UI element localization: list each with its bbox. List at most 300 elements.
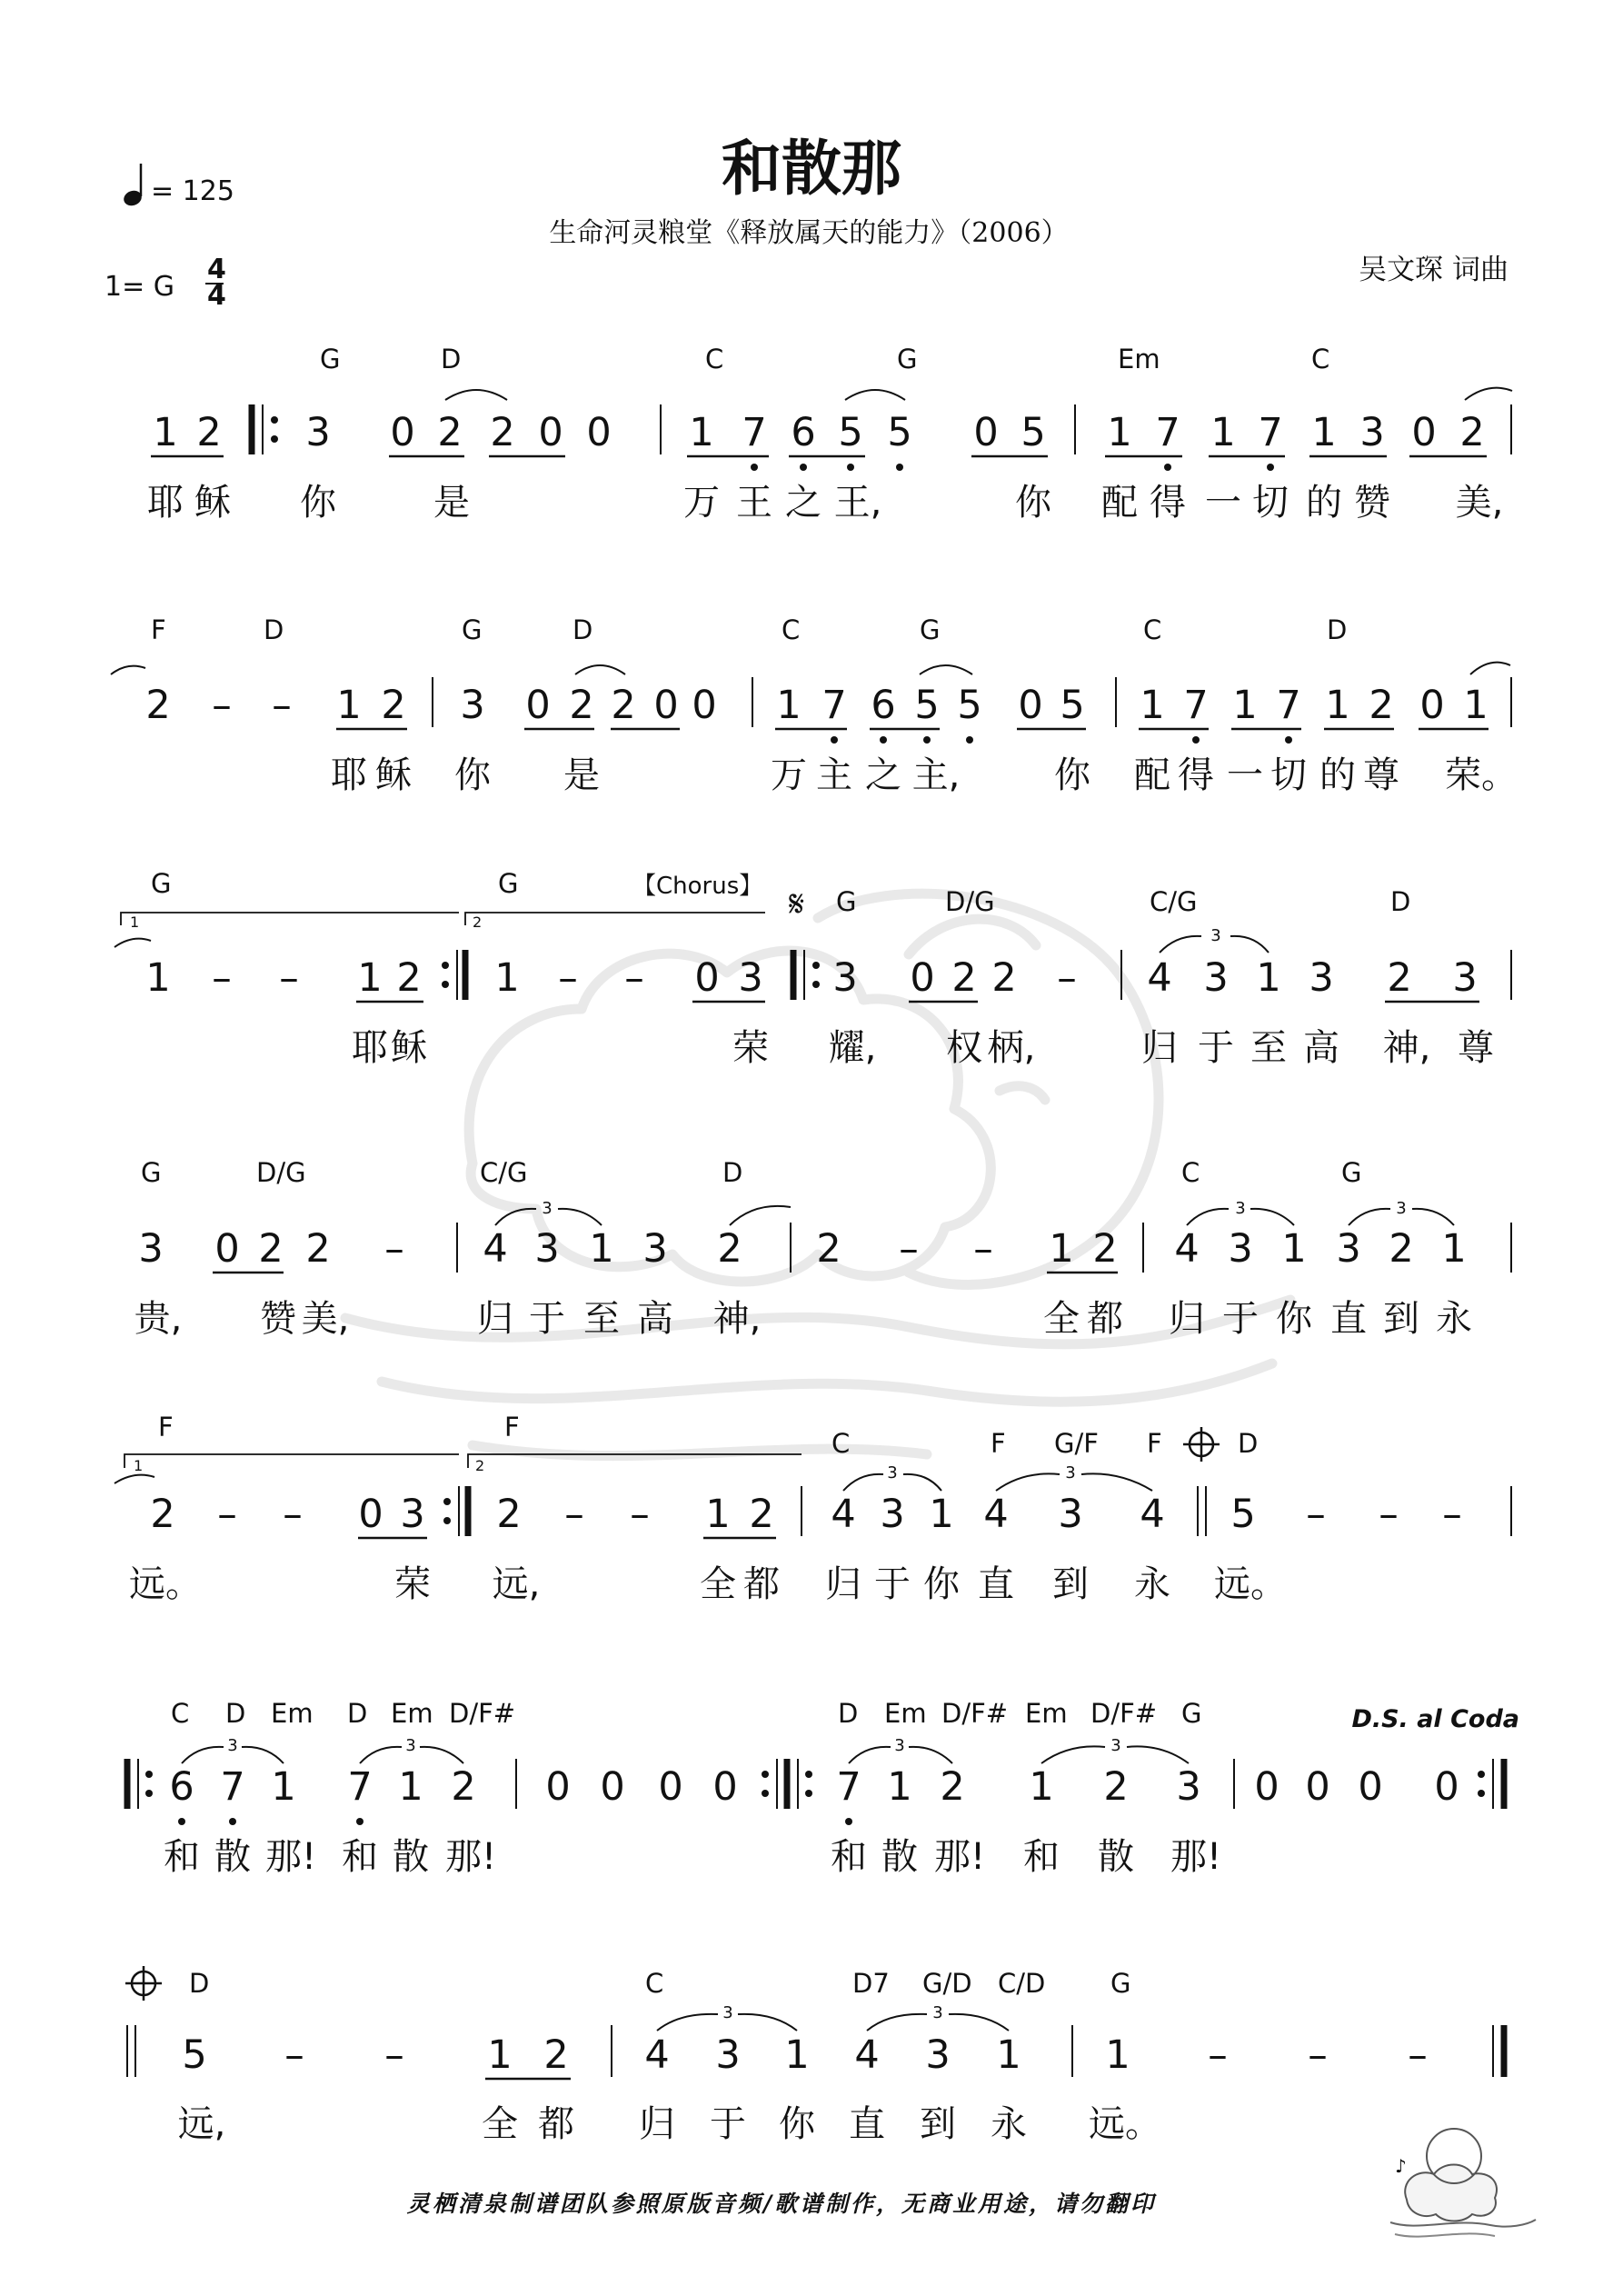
lyric-word: 配 [1101, 482, 1138, 524]
notes [145, 683, 1488, 728]
lyric-word: 你 [454, 754, 491, 796]
lyric-word: 权 [946, 1027, 982, 1069]
lyric-word: 耀, [828, 1027, 877, 1069]
chord-symbol: Em [1025, 1698, 1068, 1729]
note: 0 [525, 683, 551, 728]
note: 2 [940, 1764, 965, 1810]
lyric-word: 远, [177, 2103, 226, 2145]
lyric-word: 你 [779, 2103, 815, 2145]
chord-symbol: G [897, 344, 918, 374]
chord-symbol: G [151, 868, 172, 899]
lyric-word: 神, [712, 1298, 762, 1340]
chord-symbol: D/G [256, 1157, 306, 1188]
note: 5 [957, 683, 982, 728]
chord-symbol: C [1311, 344, 1330, 374]
note: 1 [689, 410, 714, 455]
lyric-word: 得 [1150, 482, 1186, 524]
note: 0 [1305, 1764, 1330, 1810]
score-row-6 [127, 1698, 1519, 1878]
note: 3 [715, 2032, 741, 2078]
note: – [1208, 2032, 1228, 2078]
ds-al-coda: D.S. al Coda [1351, 1705, 1519, 1733]
note: 5 [182, 2032, 207, 2078]
note: 4 [831, 1492, 856, 1537]
note: 2 [451, 1764, 476, 1810]
volta-number: 1 [130, 913, 140, 931]
note: 1 [1463, 683, 1489, 728]
notes [153, 410, 1484, 455]
chord-symbol: C [171, 1698, 190, 1729]
note: 6 [871, 683, 896, 728]
lyric-word: 那! [264, 1836, 317, 1878]
octave-dots [831, 736, 1292, 744]
volta-number: 2 [475, 1457, 485, 1474]
chord-symbol: C [1143, 614, 1162, 645]
volta-brackets [121, 913, 765, 925]
song-subtitle: 生命河灵粮堂《释放属天的能力》（2006） [549, 217, 1069, 249]
note: 3 [1058, 1492, 1083, 1537]
volta-number: 1 [134, 1457, 144, 1474]
note: 2 [145, 683, 171, 728]
lyric-word: 到 [1052, 1563, 1089, 1605]
lyric-word: 稣 [375, 754, 412, 796]
triplet-marker: 3 [542, 1199, 553, 1218]
note: 2 [816, 1226, 841, 1272]
note: – [899, 1226, 919, 1272]
lyric-word: 一 [1227, 754, 1263, 796]
note: – [384, 2032, 404, 2078]
lyric-word: 归 [1169, 1298, 1205, 1340]
lyric-word: 主, [911, 754, 961, 796]
slur-ties [111, 663, 1510, 674]
note: 4 [983, 1492, 1009, 1537]
lyric-word: 和 [164, 1836, 200, 1878]
score-row-5 [115, 1412, 1511, 1605]
note: – [212, 683, 232, 728]
note: 1 [929, 1492, 954, 1537]
note: 7 [1276, 683, 1301, 728]
note: 0 [658, 1764, 683, 1810]
author-credit: 吴文琛 词曲 [1359, 254, 1508, 286]
footer-note: 灵栖清泉制谱团队参照原版音频/歌谱制作，无商业用途，请勿翻印 [406, 2191, 1157, 2217]
note: – [973, 1226, 993, 1272]
note: 0 [910, 955, 935, 1001]
chord-symbol: C/G [480, 1157, 528, 1188]
lyric-word: 和 [1023, 1836, 1060, 1878]
lyric-word: 远。 [129, 1563, 202, 1605]
lyric-word: 散 [881, 1836, 918, 1878]
lyric-word: 高 [1303, 1027, 1339, 1069]
chord-symbol: F [991, 1428, 1006, 1459]
lyric-word: 的 [1319, 754, 1356, 796]
note: 1 [1311, 410, 1337, 455]
note: 2 [991, 955, 1017, 1001]
chord-symbol: G [462, 614, 483, 645]
triplet-marker: 3 [1110, 1736, 1121, 1755]
note: 2 [1369, 683, 1394, 728]
triplet-marker: 3 [932, 2003, 943, 2022]
note: 2 [543, 2032, 569, 2078]
lyric-word: 全 [1043, 1298, 1080, 1340]
note: 4 [644, 2032, 670, 2078]
lyric-word: 耶 [147, 482, 184, 524]
key-signature: 1= G [105, 271, 175, 303]
lyric-word: 远, [492, 1563, 541, 1605]
lyric-word: 是 [563, 754, 600, 796]
note: 0 [1018, 683, 1043, 728]
chord-symbols [171, 1698, 1201, 1729]
chord-symbol: D [225, 1698, 246, 1729]
note: 3 [1228, 1226, 1253, 1272]
note: 0 [586, 410, 612, 455]
triplet-marker: 3 [227, 1736, 238, 1755]
note: 2 [490, 410, 515, 455]
lyric-word: 散 [214, 1836, 251, 1878]
chord-symbol: G [1181, 1698, 1202, 1729]
chord-symbol: C [782, 614, 801, 645]
lyric-word: 柄, [987, 1027, 1036, 1069]
note: 1 [336, 683, 362, 728]
note: 1 [1210, 410, 1236, 455]
lyric-word: 一 [1205, 482, 1241, 524]
chorus-label: 【Chorus】 [632, 873, 763, 900]
score-row-1 [147, 344, 1512, 524]
note: 7 [1183, 683, 1209, 728]
chord-symbol: G/F [1054, 1428, 1099, 1459]
coda-icon [125, 1966, 162, 2001]
note: 1 [1029, 1764, 1054, 1810]
lyric-word: 之 [865, 754, 901, 796]
lyric-word: 归 [639, 2103, 675, 2145]
lyric-word: 那! [933, 1836, 986, 1878]
lyric-word: 直 [849, 2103, 885, 2145]
note: 1 [357, 955, 383, 1001]
note: 6 [169, 1764, 194, 1810]
score-row-2 [111, 614, 1518, 796]
lyric-word: 至 [583, 1298, 620, 1340]
chord-symbol: D [1327, 614, 1348, 645]
note: 0 [600, 1764, 625, 1810]
chord-symbol: D [838, 1698, 859, 1729]
note: 1 [705, 1492, 731, 1537]
note: 1 [887, 1764, 912, 1810]
triplet-marker: 3 [894, 1736, 905, 1755]
chord-symbol: D [1390, 886, 1411, 917]
note: 7 [821, 683, 847, 728]
lyric-word: 得 [1178, 754, 1214, 796]
lyric-word: 都 [538, 2103, 574, 2145]
chord-symbol: C [1181, 1157, 1200, 1188]
note: 2 [396, 955, 422, 1001]
lyric-word: 于 [1198, 1027, 1234, 1069]
note: 3 [138, 1226, 164, 1272]
note: 0 [1419, 683, 1445, 728]
chord-symbol: F [151, 614, 166, 645]
chord-symbol: G [920, 614, 941, 645]
note: 7 [1155, 410, 1180, 455]
notes [169, 1764, 1459, 1810]
chord-symbol: G [1341, 1157, 1362, 1188]
note: 2 [1459, 410, 1485, 455]
lyric-word: 美, [1455, 482, 1504, 524]
lyric-word: 直 [1330, 1298, 1367, 1340]
lyric-word: 配 [1134, 754, 1170, 796]
slur-ties [657, 2014, 1009, 2031]
note: 0 [1434, 1764, 1459, 1810]
chord-symbol: D [441, 344, 462, 374]
lyrics [331, 754, 1518, 796]
chord-symbol: G [320, 344, 341, 374]
lyric-word: 你 [1015, 482, 1051, 524]
tempo-marking: = 125 [151, 175, 234, 207]
note: – [1408, 2032, 1428, 2078]
lyric-word: 于 [710, 2103, 746, 2145]
note: 1 [1256, 955, 1281, 1001]
note: 3 [1309, 955, 1334, 1001]
note: 5 [1021, 410, 1046, 455]
chord-symbol: D7 [852, 1968, 890, 1999]
lyric-word: 那! [444, 1836, 497, 1878]
note: 3 [925, 2032, 951, 2078]
chord-symbol: C [705, 344, 724, 374]
note: 7 [347, 1764, 373, 1810]
lyric-word: 到 [920, 2103, 956, 2145]
note: 3 [738, 955, 763, 1001]
note: 4 [1147, 955, 1172, 1001]
note: 3 [880, 1492, 905, 1537]
note: – [624, 955, 644, 1001]
chord-symbol: D/F# [941, 1698, 1009, 1729]
note: 2 [496, 1492, 522, 1537]
note: 3 [400, 1492, 425, 1537]
note: 7 [220, 1764, 245, 1810]
lyrics [129, 1563, 1287, 1605]
note: 2 [1092, 1226, 1118, 1272]
octave-dots [178, 1818, 852, 1825]
lyric-word: 你 [1276, 1298, 1312, 1340]
note: 2 [150, 1492, 175, 1537]
lyric-word: 高 [637, 1298, 673, 1340]
chord-symbol: F [504, 1412, 520, 1442]
triplet-marker: 3 [1210, 926, 1221, 945]
note: 4 [483, 1226, 508, 1272]
chord-symbols [151, 868, 1410, 917]
chord-symbol: G [836, 886, 857, 917]
lyric-word: 永 [1134, 1563, 1170, 1605]
chord-symbol: G [498, 868, 519, 899]
note: – [558, 955, 578, 1001]
chord-symbol: C [645, 1968, 664, 1999]
note: 7 [836, 1764, 861, 1810]
note: 2 [258, 1226, 284, 1272]
lyric-word: 稣 [194, 482, 231, 524]
lyric-word: 你 [1054, 754, 1090, 796]
note: 1 [487, 2032, 513, 2078]
note: 0 [1254, 1764, 1279, 1810]
note: – [630, 1492, 650, 1537]
note: 3 [1359, 410, 1385, 455]
note: 4 [1174, 1226, 1200, 1272]
time-sig-bottom: 4 [207, 280, 226, 312]
lyric-word: 神, [1382, 1027, 1431, 1069]
note: 1 [271, 1764, 296, 1810]
note: 4 [1140, 1492, 1165, 1537]
chord-symbol: G [1110, 1968, 1131, 1999]
lyric-word: 和 [342, 1836, 378, 1878]
lyric-word: 切 [1270, 754, 1307, 796]
note: 0 [1411, 410, 1437, 455]
music-note-icon: ♪ [1395, 2155, 1407, 2177]
note: 5 [838, 410, 863, 455]
note: 1 [153, 410, 178, 455]
note: 0 [538, 410, 563, 455]
chord-symbols [189, 1968, 1130, 1999]
lyric-word: 美, [301, 1298, 350, 1340]
triplet-marker: 3 [1235, 1199, 1246, 1218]
note: – [1308, 2032, 1328, 2078]
note: 1 [784, 2032, 810, 2078]
note: 1 [1325, 683, 1350, 728]
lyric-word: 都 [743, 1563, 780, 1605]
chord-symbols [320, 344, 1329, 374]
lyric-word: 的 [1306, 482, 1342, 524]
note: – [1057, 955, 1077, 1001]
lyric-word: 王 [736, 482, 772, 524]
lyric-word: 远。 [1089, 2103, 1161, 2145]
chord-symbol: D [189, 1968, 210, 1999]
lyric-word: 于 [874, 1563, 911, 1605]
note: 2 [305, 1226, 331, 1272]
chord-symbol: C [831, 1428, 851, 1459]
lyric-word: 都 [1087, 1298, 1123, 1340]
chord-symbol: F [1147, 1428, 1162, 1459]
lyric-word: 于 [529, 1298, 565, 1340]
note: 0 [390, 410, 415, 455]
note: 0 [973, 410, 999, 455]
note: 0 [1358, 1764, 1383, 1810]
chord-symbol: D [347, 1698, 368, 1729]
note: 1 [1107, 410, 1132, 455]
chord-symbol: D/G [945, 886, 995, 917]
lyric-word: 耶 [331, 754, 367, 796]
note: 1 [1049, 1226, 1074, 1272]
segno-icon: 𝄋 [789, 883, 805, 925]
slur-ties [182, 1746, 1189, 1763]
chord-symbol: Em [1118, 344, 1160, 374]
lyric-word: 全 [700, 1563, 736, 1605]
note: – [1442, 1492, 1462, 1537]
lyric-word: 你 [300, 482, 336, 524]
note: 0 [694, 955, 720, 1001]
octave-dots [751, 464, 1274, 471]
note: 1 [1105, 2032, 1130, 2078]
lyric-word: 之 [785, 482, 821, 524]
lyric-word: 贵, [134, 1298, 183, 1340]
notes [182, 2032, 1427, 2078]
lyric-word: 王, [833, 482, 882, 524]
note: 5 [1230, 1492, 1256, 1537]
lyric-word: 永 [1436, 1298, 1472, 1340]
note: – [1379, 1492, 1399, 1537]
note: 3 [1452, 955, 1478, 1001]
slur-ties [445, 388, 1512, 400]
triplet-marker: 3 [1396, 1199, 1407, 1218]
lyric-word: 万 [771, 754, 807, 796]
note: 1 [494, 955, 520, 1001]
note: 1 [1140, 683, 1165, 728]
publisher-logo [1390, 2129, 1536, 2237]
chord-symbol: Em [271, 1698, 314, 1729]
notes [150, 1492, 1461, 1537]
note: 2 [717, 1226, 742, 1272]
lyric-word: 你 [923, 1563, 960, 1605]
note: 3 [534, 1226, 560, 1272]
chord-symbol: C/G [1150, 886, 1198, 917]
lyric-word: 主 [816, 754, 852, 796]
lyric-word: 赞 [260, 1298, 296, 1340]
chord-symbol: C/D [998, 1968, 1046, 1999]
lyric-word: 稣 [391, 1027, 427, 1069]
note: 2 [1389, 1226, 1414, 1272]
chord-symbol: G [141, 1157, 162, 1188]
lyric-word: 赞 [1354, 482, 1390, 524]
lyric-word: 是 [433, 482, 470, 524]
note: 2 [381, 683, 406, 728]
lyric-word: 尊 [1363, 754, 1399, 796]
barlines [127, 1759, 1504, 1809]
note: 3 [642, 1226, 668, 1272]
note: 1 [1281, 1226, 1307, 1272]
chord-symbol: D [264, 614, 284, 645]
triplet-marker: 3 [887, 1463, 898, 1482]
note: 0 [653, 683, 679, 728]
note: 2 [951, 955, 977, 1001]
lyric-word: 耶 [352, 1027, 388, 1069]
lyric-word: 永 [991, 2103, 1027, 2145]
note: 2 [437, 410, 463, 455]
note: 3 [1336, 1226, 1361, 1272]
triplet-marker: 3 [722, 2003, 733, 2022]
note: 1 [996, 2032, 1021, 2078]
slur-ties [115, 1473, 1152, 1491]
chord-symbol: D [722, 1157, 743, 1188]
lyric-word: 归 [1141, 1027, 1178, 1069]
note: 2 [611, 683, 636, 728]
note: 1 [1232, 683, 1258, 728]
chord-symbol: F [158, 1412, 174, 1442]
coda-icon [1183, 1427, 1220, 1462]
score-row-3 [115, 868, 1511, 1069]
lyric-word: 切 [1252, 482, 1289, 524]
lyric-word: 万 [683, 482, 720, 524]
lyric-word: 远。 [1214, 1563, 1287, 1605]
chord-symbols [141, 1157, 1361, 1188]
note: 3 [305, 410, 331, 455]
note: – [283, 1492, 303, 1537]
lyric-word: 那! [1170, 1836, 1222, 1878]
chord-symbols [151, 614, 1347, 645]
barlines [443, 1486, 1511, 1536]
note: 3 [832, 955, 858, 1001]
note: 3 [460, 683, 485, 728]
note: 2 [196, 410, 222, 455]
note: 4 [854, 2032, 880, 2078]
note: 0 [545, 1764, 571, 1810]
lyric-word: 荣 [732, 1027, 769, 1069]
lyric-word: 直 [978, 1563, 1014, 1605]
lyrics [178, 2103, 1161, 2145]
lyric-word: 和 [831, 1836, 867, 1878]
